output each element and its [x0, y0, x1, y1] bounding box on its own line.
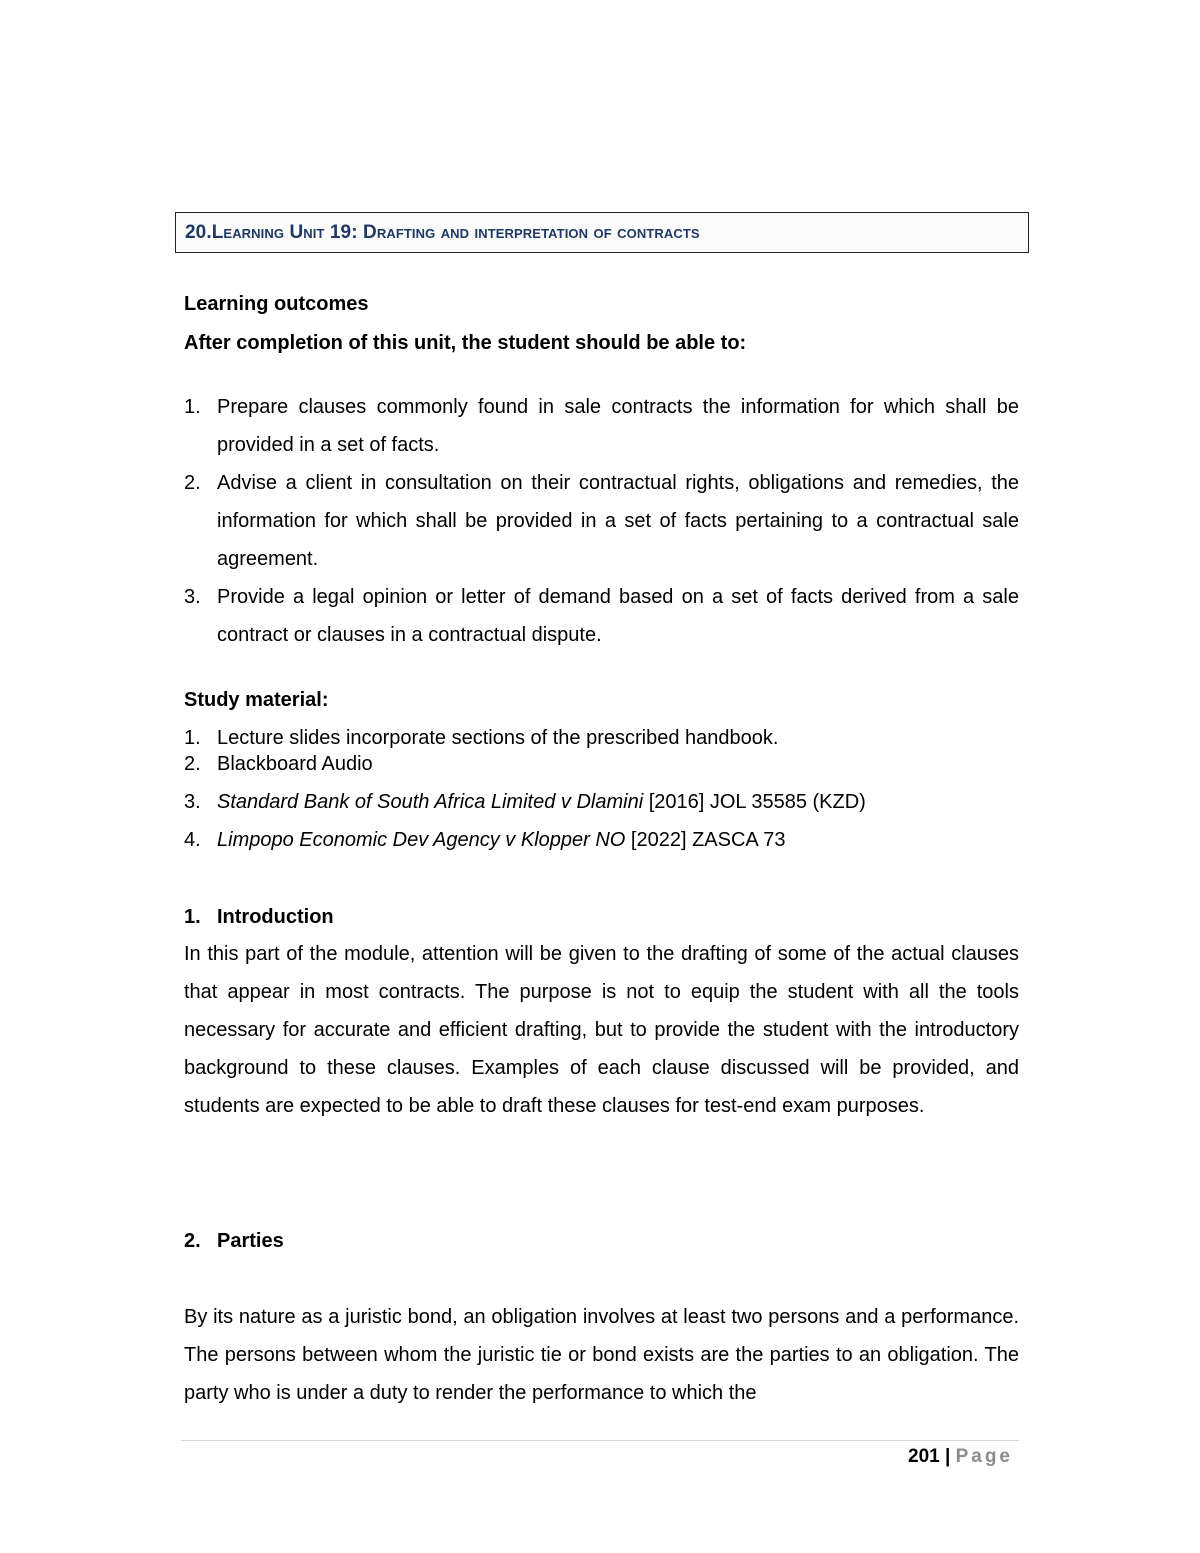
list-item: 3. Provide a legal opinion or letter of demand based on a set of facts derived from a sale contract or clauses in a contractual dispute.	[184, 586, 1019, 646]
unit-heading-box	[175, 212, 1029, 253]
list-item: 2. Advise a client in consultation on their contractual rights, obligations and remedies, the information for which shall be provided in a set of facts pertaining to a contractual sale agreement.	[184, 472, 1019, 570]
section-heading-introduction: 1. Introduction	[184, 906, 334, 928]
case-citation: [2022] ZASCA 73	[625, 829, 786, 851]
page-footer	[908, 1446, 1013, 1468]
list-item: 4. Limpopo Economic Dev Agency v Klopper NO [2022] ZASCA 73	[184, 829, 786, 851]
case-name: Limpopo Economic Dev Agency v Klopper NO	[217, 829, 626, 851]
study-material-heading: Study material:	[184, 689, 329, 711]
list-item: 3. Standard Bank of South Africa Limited v Dlamini [2016] JOL 35585 (KZD)	[184, 791, 866, 813]
learning-outcomes-intro: After completion of this unit, the student should be able to:	[184, 332, 747, 354]
page-number: 201	[908, 1446, 940, 1467]
section-heading-parties: 2. Parties	[184, 1230, 284, 1252]
case-citation: [2016] JOL 35585 (KZD)	[643, 791, 866, 813]
parties-paragraph: By its nature as a juristic bond, an obligation involves at least two persons and a performance. The persons between whom the juristic tie or bond exists are the parties to an obligation. The party who is under a duty to render the performance to which the	[184, 1306, 1019, 1404]
page-label: Page	[955, 1446, 1013, 1467]
case-name: Standard Bank of South Africa Limited v Dlamini	[217, 791, 644, 813]
footer-separator: |	[939, 1446, 956, 1467]
learning-outcomes-heading: Learning outcomes	[184, 293, 369, 315]
list-item: 1. Prepare clauses commonly found in sale contracts the information for which shall be provided in a set of facts.	[184, 396, 1019, 456]
introduction-paragraph: In this part of the module, attention will be given to the drafting of some of the actual clauses that appear in most contracts. The purpose is not to equip the student with all the tools necessary for accurate and efficient drafting, but to provide the student with the introductory background to these clauses. Examples of each clause discussed will be provided, and students are expected to be able to draft these clauses for test-end exam purposes.	[184, 943, 1019, 1117]
unit-heading: 20.Learning Unit 19: Drafting and interpretation of contracts	[185, 222, 700, 243]
study-material-list	[184, 726, 1019, 852]
footer-divider	[181, 1440, 1019, 1441]
list-item: 1. Lecture slides incorporate sections of the prescribed handbook.	[184, 727, 779, 749]
learning-outcomes-list	[184, 388, 1019, 654]
list-item: 2. Blackboard Audio	[184, 753, 373, 775]
